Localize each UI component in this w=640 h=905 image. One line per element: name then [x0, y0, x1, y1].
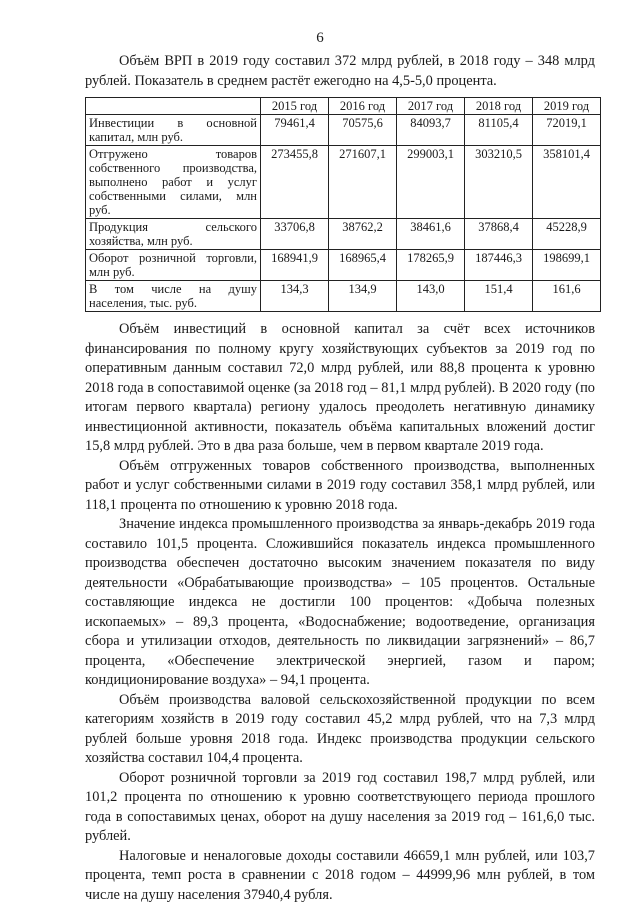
table-cell: 38461,6 [397, 219, 465, 250]
intro-paragraph: Объём ВРП в 2019 году составил 372 млрд рублей, в 2018 году – 348 млрд рублей. Показатель в среднем растёт ежегодно на 4,5-5,0 процента. [85, 53, 595, 89]
table-cell: 81105,4 [465, 115, 533, 146]
table-cell: 38762,2 [329, 219, 397, 250]
year-header: 2016 год [329, 98, 397, 115]
table-row [86, 115, 601, 146]
table-cell: 178265,9 [397, 250, 465, 281]
table-cell: 33706,8 [261, 219, 329, 250]
document-body [85, 52, 595, 905]
table-cell: 271607,1 [329, 146, 397, 219]
table-cell: 151,4 [465, 281, 533, 312]
table-cell: 303210,5 [465, 146, 533, 219]
table-row [86, 146, 601, 219]
shipped-goods-paragraph: Объём отгруженных товаров собственного производства, выполненных работ и услуг собственными силами в 2019 году составил 358,1 млрд рублей, или 118,1 процента по отношению к уровню 2018 года. [85, 457, 595, 513]
table-cell: 134,3 [261, 281, 329, 312]
table-cell: 358101,4 [533, 146, 601, 219]
page-number: 6 [316, 30, 324, 46]
table-cell: 198699,1 [533, 250, 601, 281]
table-corner-cell [86, 98, 261, 115]
statistics-table [85, 97, 601, 312]
table-cell: 84093,7 [397, 115, 465, 146]
row-label: В том числе на душу населения, тыс. руб. [86, 281, 261, 312]
retail-paragraph: Оборот розничной торговли за 2019 год составил 198,7 млрд рублей, или 101,2 процента по отношению к уровню соответствующего периода прошлого года в сопоставимых ценах, оборот на душу населения за 2019 год – 161,6,0 тыс. рублей. [85, 769, 595, 844]
year-header: 2017 год [397, 98, 465, 115]
table-cell: 161,6 [533, 281, 601, 312]
year-header: 2018 год [465, 98, 533, 115]
table-cell: 168941,9 [261, 250, 329, 281]
table-cell: 134,9 [329, 281, 397, 312]
row-label: Продукция сельского хозяйства, млн руб. [86, 219, 261, 250]
table-row [86, 281, 601, 312]
table-cell: 299003,1 [397, 146, 465, 219]
table-cell: 187446,3 [465, 250, 533, 281]
row-label: Инвестиции в основной капитал, млн руб. [86, 115, 261, 146]
table-cell: 273455,8 [261, 146, 329, 219]
row-label: Отгружено товаров собственного производства, выполнено работ и услуг собственными силами, млн руб. [86, 146, 261, 219]
table-cell: 143,0 [397, 281, 465, 312]
tax-revenue-paragraph: Налоговые и неналоговые доходы составили 46659,1 млн рублей, или 103,7 процента, темп роста в сравнении с 2018 годом – 44999,96 млн рублей, в том числе на душу населения 37940,4 рубля. [85, 847, 595, 903]
table-row [86, 219, 601, 250]
table-cell: 79461,4 [261, 115, 329, 146]
row-label: Оборот розничной торговли, млн руб. [86, 250, 261, 281]
table-cell: 72019,1 [533, 115, 601, 146]
table-row [86, 250, 601, 281]
table-cell: 168965,4 [329, 250, 397, 281]
investment-paragraph: Объём инвестиций в основной капитал за счёт всех источников финансирования по полному кругу хозяйствующих субъектов за 2019 год по оперативным данным составил 72,0 млрд рублей, или 88,8 процента к уровню 2018 года в сопоставимой оценке (за 2018 год – 81,1 млрд рублей). В 2020 году (по итогам первого квартала) региону удалось преодолеть негативную динамику инвестиционной активности, показатель объёма капитальных вложений достиг 15,8 млрд рублей. Это в два раза больше, чем в первом квартале 2019 года. [85, 321, 595, 454]
table-cell: 45228,9 [533, 219, 601, 250]
industrial-index-paragraph: Значение индекса промышленного производства за январь-декабрь 2019 года составило 101,5 процента. Сложившийся показатель индекса промышленного производства обеспечен достаточно высоким значением показателя по виду деятельности «Обрабатывающие производства» – 105 процентов. Остальные составляющие индекса не достигли 100 процентов: «Добыча полезных ископаемых» – 89,3 процента, «Водоснабжение; водоотведение, организация сбора и утилизации отходов, деятельность по ликвидации загрязнений» – 86,7 процента, «Обеспечение электрической энергией, газом и паром; кондиционирование воздуха» – 94,1 процента. [85, 516, 595, 688]
table-header-row [86, 98, 601, 115]
table-cell: 37868,4 [465, 219, 533, 250]
year-header: 2019 год [533, 98, 601, 115]
table-cell: 70575,6 [329, 115, 397, 146]
year-header: 2015 год [261, 98, 329, 115]
agriculture-paragraph: Объём производства валовой сельскохозяйственной продукции по всем категориям хозяйств в 2019 году составил 45,2 млрд рублей, что на 7,3 млрд рублей больше уровня 2018 года. Индекс производства продукции сельского хозяйства составил 104,4 процента. [85, 691, 595, 766]
